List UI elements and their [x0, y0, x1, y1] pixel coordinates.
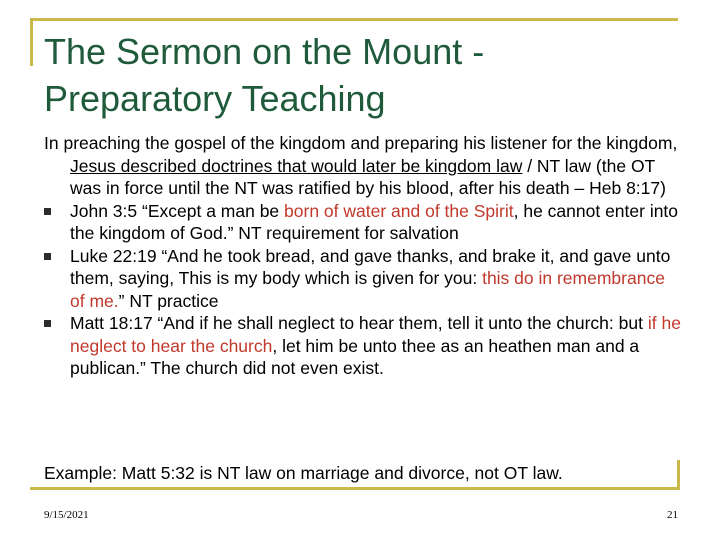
bullet-highlight: born of water and of the Spirit — [284, 200, 514, 221]
bottom-border-line — [30, 487, 680, 490]
bullet-text-after: ” NT practice — [118, 290, 219, 311]
intro-text-1: In preaching the gospel of the kingdom and preparing his listener for the kingdom, — [44, 133, 678, 153]
page-number: 21 — [667, 509, 678, 521]
intro-paragraph — [44, 132, 684, 200]
square-bullet-icon — [44, 253, 51, 260]
intro-underlined-1: Jesus described doctrines that would later be kingdom law — [70, 155, 523, 176]
bullet-text-before: John 3:5 “Except a man be — [70, 200, 285, 221]
bullet-text-before: Matt 18:17 “And if he shall neglect to hear them, tell it unto the church: but — [70, 313, 648, 333]
title-line-1: The Sermon on the Mount - — [44, 31, 485, 72]
square-bullet-icon — [44, 320, 51, 327]
list-item — [44, 312, 684, 380]
intro-text-3: (the OT was in force until the NT was ratified by his blood, after his death – Heb 8:17) — [70, 155, 666, 198]
bullet-highlight: if he neglect to hear the church — [70, 313, 681, 356]
top-border-line — [30, 18, 678, 21]
bullet-text-after: , let him be unto thee as an heathen man and a publican.” The church did not even exist. — [70, 335, 640, 378]
slide-title — [44, 28, 704, 122]
footer-date: 9/15/2021 — [44, 509, 89, 521]
list-item — [44, 245, 684, 313]
right-border-line — [677, 460, 680, 490]
left-border-line — [30, 18, 33, 66]
bullet-text-after: , he cannot enter into the kingdom of God.” NT requirement for salvation — [70, 200, 679, 243]
scripture-list — [44, 200, 684, 380]
intro-underlined-2: NT law — [536, 155, 592, 176]
slide-body — [44, 132, 684, 380]
bullet-highlight: this do in remembrance of me. — [70, 268, 665, 311]
list-item — [44, 200, 684, 245]
intro-text-2: / — [522, 155, 537, 176]
square-bullet-icon — [44, 208, 51, 215]
title-line-2: Preparatory Teaching — [44, 78, 386, 119]
bullet-text-before: Luke 22:19 “And he took bread, and gave thanks, and brake it, and gave unto them, saying, This is my body which is given for you: — [70, 245, 671, 288]
example-line: Example: Matt 5:32 is NT law on marriage and divorce, not OT law. — [44, 463, 563, 483]
